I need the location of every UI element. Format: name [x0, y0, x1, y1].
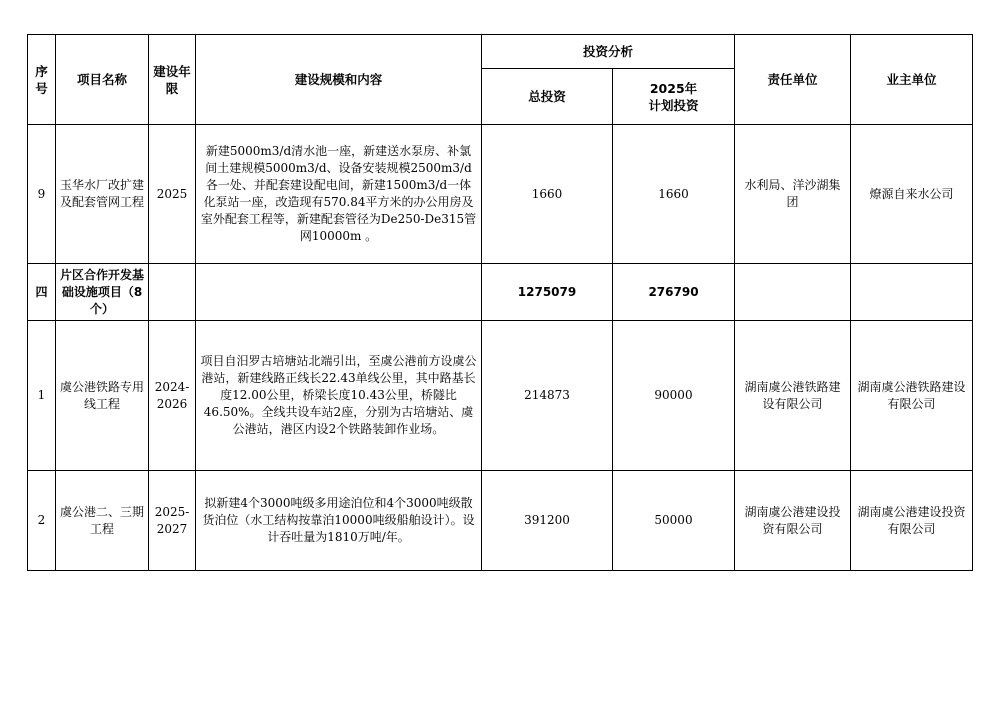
- header-name: 项目名称: [56, 35, 149, 125]
- header-plan-line1: 2025年: [649, 80, 698, 96]
- header-plan: [613, 69, 735, 125]
- cell-total: 1660: [482, 125, 613, 264]
- cell-seq: 1: [28, 321, 56, 471]
- header-period: 建设年限: [149, 35, 196, 125]
- cell-plan: 276790: [613, 264, 735, 321]
- cell-period: [149, 264, 196, 321]
- header-owner: 业主单位: [851, 35, 973, 125]
- cell-period: 2025: [149, 125, 196, 264]
- cell-owner: 湖南虞公港铁路建设有限公司: [851, 321, 973, 471]
- cell-period: 2025-2027: [149, 471, 196, 571]
- cell-plan: 50000: [613, 471, 735, 571]
- cell-responsible: 湖南虞公港铁路建设有限公司: [735, 321, 851, 471]
- header-seq: 序号: [28, 35, 56, 125]
- cell-seq: 四: [28, 264, 56, 321]
- cell-name: 玉华水厂改扩建及配套管网工程: [56, 125, 149, 264]
- cell-responsible: 湖南虞公港建设投资有限公司: [735, 471, 851, 571]
- cell-name: 虞公港二、三期工程: [56, 471, 149, 571]
- table-row: [28, 321, 973, 471]
- cell-name: 片区合作开发基础设施项目（8个）: [56, 264, 149, 321]
- header-responsible: 责任单位: [735, 35, 851, 125]
- cell-owner: 燎源自来水公司: [851, 125, 973, 264]
- header-row-1: [28, 35, 973, 69]
- cell-responsible: [735, 264, 851, 321]
- cell-owner: [851, 264, 973, 321]
- cell-responsible: 水利局、洋沙湖集团: [735, 125, 851, 264]
- cell-plan: 1660: [613, 125, 735, 264]
- cell-seq: 2: [28, 471, 56, 571]
- cell-plan: 90000: [613, 321, 735, 471]
- cell-total: 1275079: [482, 264, 613, 321]
- investment-table: [27, 34, 973, 571]
- cell-total: 391200: [482, 471, 613, 571]
- header-total: 总投资: [482, 69, 613, 125]
- table-row: [28, 125, 973, 264]
- cell-scope: 拟新建4个3000吨级多用途泊位和4个3000吨级散货泊位（水工结构按靠泊10000吨级船舶设计）。设计吞吐量为1810万吨/年。: [196, 471, 482, 571]
- cell-owner: 湖南虞公港建设投资有限公司: [851, 471, 973, 571]
- cell-name: 虞公港铁路专用线工程: [56, 321, 149, 471]
- header-scope: 建设规模和内容: [196, 35, 482, 125]
- header-plan-line2: 计划投资: [648, 97, 699, 113]
- cell-scope: 新建5000m3/d清水池一座，新建送水泵房、补氯间土建规模5000m3/d、设备安装规模2500m3/d各一处、并配套建设配电间，新建1500m3/d一体化泵站一座，改造现有570.84平方米的办公用房及室外配套工程等，新建配套管径为De250-De315管网10000m 。: [196, 125, 482, 264]
- table-row: [28, 264, 973, 321]
- table-row: [28, 471, 973, 571]
- cell-scope: [196, 264, 482, 321]
- cell-period: 2024-2026: [149, 321, 196, 471]
- cell-total: 214873: [482, 321, 613, 471]
- cell-seq: 9: [28, 125, 56, 264]
- cell-scope: 项目自汨罗古培塘站北端引出，至虞公港前方设虞公港站，新建线路正线长22.43单线公里，其中路基长度12.00公里，桥梁长度10.43公里，桥隧比46.50%。全线共设车站2座，分别为古培塘站、虞公港站，港区内设2个铁路装卸作业场。: [196, 321, 482, 471]
- header-investment: 投资分析: [482, 35, 735, 69]
